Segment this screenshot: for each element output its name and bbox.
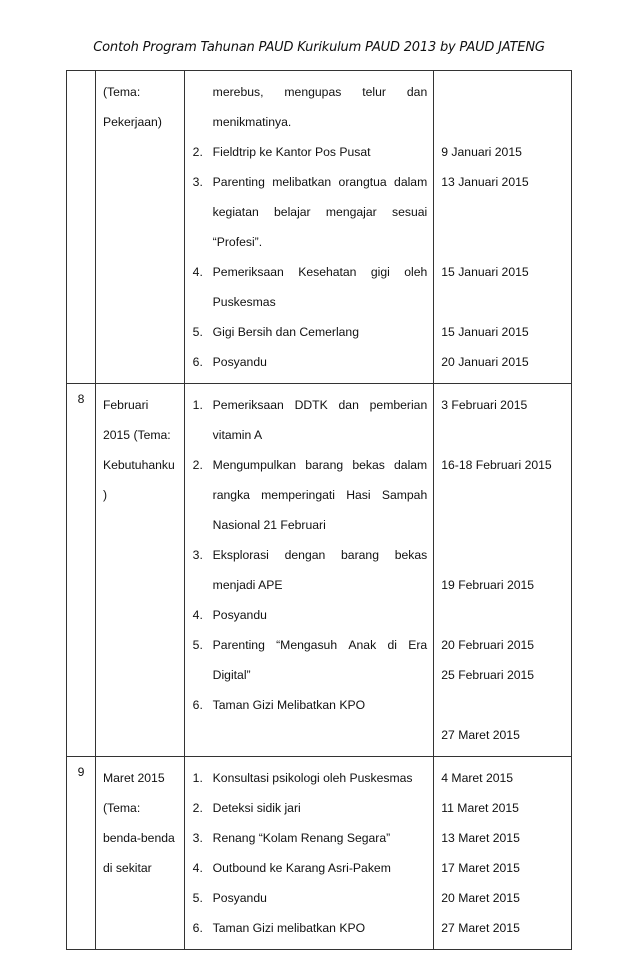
activity-line [213, 480, 428, 510]
activity-word: Fieldtrip ke Kantor Pos Pusat [212, 145, 371, 159]
activity-list [185, 757, 434, 949]
activity-number: 3. [192, 831, 203, 845]
activity-line [213, 257, 428, 287]
activity-text [213, 317, 428, 347]
activity-word: Eksplorasi [212, 548, 269, 562]
date-entry: 20 Februari 2015 [441, 638, 535, 652]
date-entry [441, 197, 565, 227]
activity-word: Konsultasi psikologi oleh Puskesmas [212, 771, 413, 785]
activity-item [193, 913, 428, 943]
activity-line [213, 77, 428, 107]
activity-list [185, 71, 434, 383]
activity-text [213, 450, 428, 540]
date-entry: 17 Maret 2015 [441, 861, 520, 875]
activity-number: 6. [192, 921, 203, 935]
activity-word: dan [406, 85, 428, 99]
date-entry: 25 Februari 2015 [441, 668, 535, 682]
activity-line [213, 197, 428, 227]
activities-cell [184, 384, 434, 757]
date-entry [441, 540, 565, 570]
row-number-cell [67, 71, 96, 384]
activity-word: mengajar [325, 205, 377, 219]
month-theme-line: (Tema: [102, 85, 141, 99]
table-row [67, 757, 572, 950]
activity-text [213, 77, 428, 137]
date-entry: 3 Februari 2015 [441, 398, 528, 412]
activities-cell [184, 71, 434, 384]
month-theme-line: Februari [102, 398, 149, 412]
activity-text [213, 540, 428, 600]
month-theme-line: ) [102, 488, 108, 502]
activity-number: 4. [192, 265, 203, 279]
activity-word: Pemeriksaan [212, 265, 284, 279]
activity-word: pemberian [369, 398, 428, 412]
activity-word: bekas [394, 548, 428, 562]
activity-word: gigi [370, 265, 390, 279]
activity-line [213, 450, 428, 480]
date-entry: 20 Maret 2015 [441, 891, 520, 905]
activity-text [213, 600, 428, 630]
activity-word: Gigi Bersih dan Cemerlang [212, 325, 359, 339]
activity-word: belajar [274, 205, 311, 219]
month-theme [96, 757, 184, 889]
date-entry [441, 510, 565, 540]
activity-item [193, 540, 428, 600]
activity-word: Digital” [212, 668, 251, 682]
activity-word: memperingati [261, 488, 335, 502]
activity-text [213, 257, 428, 317]
row-number-cell [67, 384, 96, 757]
row-number: 9 [77, 765, 85, 779]
activity-line [213, 913, 428, 943]
date-entry: 11 Maret 2015 [441, 801, 519, 815]
activity-number: 6. [192, 355, 203, 369]
activity-word: vitamin A [212, 428, 263, 442]
activity-word: Parenting [212, 638, 265, 652]
activity-text [213, 630, 428, 690]
activity-number: 3. [192, 175, 203, 189]
table-row [67, 384, 572, 757]
activity-text [213, 137, 428, 167]
activity-number: 6. [192, 698, 203, 712]
activity-line [213, 137, 428, 167]
activity-number [193, 77, 213, 137]
activity-line [213, 690, 428, 720]
month-theme-cell [95, 71, 184, 384]
activity-word: “Mengasuh [276, 638, 338, 652]
activity-word: Hasi [346, 488, 371, 502]
date-entry [441, 77, 565, 107]
date-list [434, 757, 571, 949]
activity-word: dan [338, 398, 359, 412]
activity-word: Pemeriksaan [212, 398, 284, 412]
activity-word: Parenting [212, 175, 265, 189]
activity-number: 4. [192, 861, 203, 875]
date-entry [441, 107, 565, 137]
date-entry: 13 Maret 2015 [441, 831, 520, 845]
activity-word: Taman Gizi Melibatkan KPO [212, 698, 366, 712]
activity-item [193, 763, 428, 793]
program-table-body [67, 71, 572, 950]
activity-word: “Profesi”. [212, 235, 263, 249]
activity-line [213, 390, 428, 420]
date-entry: 27 Maret 2015 [441, 921, 520, 935]
activity-item [193, 450, 428, 540]
activity-text [213, 793, 428, 823]
activity-text [213, 690, 428, 720]
activity-item [193, 317, 428, 347]
date-list [434, 384, 571, 756]
activity-word: dalam [394, 458, 428, 472]
activity-item [193, 823, 428, 853]
activity-word: telur [362, 85, 386, 99]
date-entry: 20 Januari 2015 [441, 355, 529, 369]
date-entry [441, 420, 565, 450]
month-theme-line: (Tema: [102, 801, 141, 815]
activity-item [193, 690, 428, 720]
activity-line [213, 883, 428, 913]
activity-item [193, 137, 428, 167]
activity-item [193, 630, 428, 690]
activity-word: bekas [352, 458, 385, 472]
date-entry: 27 Maret 2015 [441, 728, 520, 742]
month-theme-cell [95, 384, 184, 757]
activity-word: Deteksi sidik jari [212, 801, 301, 815]
activity-word: Renang “Kolam Renang Segara” [212, 831, 391, 845]
activity-text [213, 883, 428, 913]
activity-word: Sampah [381, 488, 428, 502]
activity-line [213, 540, 428, 570]
date-entry: 4 Maret 2015 [441, 771, 514, 785]
activity-word: Puskesmas [212, 295, 276, 309]
dates-cell [434, 384, 572, 757]
activity-word: Era [408, 638, 428, 652]
activity-word: merebus, [212, 85, 264, 99]
activity-number: 4. [192, 608, 203, 622]
activity-word: Nasional 21 Februari [212, 518, 326, 532]
date-entry [441, 600, 565, 630]
activity-word: dalam [394, 175, 428, 189]
date-entry: 9 Januari 2015 [441, 145, 522, 159]
date-entry: 13 Januari 2015 [441, 175, 529, 189]
activity-text [213, 913, 428, 943]
activity-word: kegiatan [212, 205, 259, 219]
activity-item [193, 390, 428, 450]
activity-word: di [387, 638, 397, 652]
activity-word: Taman Gizi melibatkan KPO [212, 921, 366, 935]
activity-word: menjadi APE [212, 578, 283, 592]
date-entry: 19 Februari 2015 [441, 578, 535, 592]
activity-number: 2. [192, 801, 203, 815]
activity-word: Mengumpulkan [212, 458, 297, 472]
activity-number: 3. [192, 548, 203, 562]
month-theme-line: di sekitar [102, 861, 152, 875]
activity-number: 2. [192, 145, 203, 159]
month-theme-line: benda-benda [102, 831, 175, 845]
program-table [66, 70, 572, 950]
activity-line [213, 287, 428, 317]
activity-line [213, 107, 428, 137]
activity-line [213, 630, 428, 660]
activity-word: Anak [348, 638, 377, 652]
activity-item [193, 853, 428, 883]
activity-number: 1. [192, 398, 203, 412]
activity-line [213, 420, 428, 450]
activity-text [213, 823, 428, 853]
activity-word: rangka [212, 488, 250, 502]
activity-word: Kesehatan [298, 265, 357, 279]
activity-number: 2. [192, 458, 203, 472]
activities-cell [184, 757, 434, 950]
date-entry [441, 227, 565, 257]
date-entry: 16-18 Februari 2015 [441, 458, 552, 472]
activity-text [213, 347, 428, 377]
activity-word: orangtua [338, 175, 387, 189]
row-number: 8 [77, 392, 85, 406]
activity-line [213, 793, 428, 823]
activity-word: oleh [404, 265, 428, 279]
activity-text [213, 167, 428, 257]
activity-item [193, 167, 428, 257]
activity-line [213, 853, 428, 883]
date-entry: 15 Januari 2015 [441, 325, 529, 339]
activity-item [193, 883, 428, 913]
activity-number: 1. [192, 771, 203, 785]
activity-item [193, 257, 428, 317]
activity-word: barang [305, 458, 344, 472]
month-theme [96, 384, 184, 516]
activity-line [213, 317, 428, 347]
row-number-cell [67, 757, 96, 950]
activity-text [213, 853, 428, 883]
activity-word: sesuai [392, 205, 428, 219]
activity-word: Posyandu [212, 891, 267, 905]
activity-item [193, 347, 428, 377]
date-list [434, 71, 571, 383]
activity-line [213, 763, 428, 793]
row-number [67, 71, 95, 83]
date-entry: 15 Januari 2015 [441, 265, 529, 279]
month-theme-line: 2015 (Tema: [102, 428, 171, 442]
activity-number: 5. [192, 325, 203, 339]
table-row [67, 71, 572, 384]
activity-text [213, 763, 428, 793]
month-theme-line: Kebutuhanku [102, 458, 175, 472]
month-theme [96, 71, 184, 143]
activity-text [213, 390, 428, 450]
activity-line [213, 823, 428, 853]
activity-line [213, 227, 428, 257]
activity-word: barang [341, 548, 379, 562]
month-theme-line: Maret 2015 [102, 771, 165, 785]
activity-line [213, 510, 428, 540]
activity-item [193, 793, 428, 823]
activity-word: menikmatinya. [212, 115, 292, 129]
activity-word: DDTK [294, 398, 328, 412]
activity-line [213, 570, 428, 600]
month-theme-line: Pekerjaan) [102, 115, 162, 129]
date-entry [441, 690, 565, 720]
date-entry [441, 480, 565, 510]
activity-line [213, 347, 428, 377]
page-header: Contoh Program Tahunan PAUD Kurikulum PAUD 2013 by PAUD JATENG [93, 40, 545, 55]
dates-cell [434, 757, 572, 950]
date-entry [441, 287, 565, 317]
activity-word: dengan [284, 548, 326, 562]
activity-item [193, 600, 428, 630]
activity-line [213, 600, 428, 630]
activity-number: 5. [192, 891, 203, 905]
activity-line [213, 167, 428, 197]
activity-word: Posyandu [212, 608, 267, 622]
activity-word: Posyandu [212, 355, 267, 369]
activity-line [213, 660, 428, 690]
activity-list [185, 384, 434, 726]
activity-word: melibatkan [272, 175, 332, 189]
activity-word: mengupas [284, 85, 342, 99]
activity-number: 5. [192, 638, 203, 652]
activity-word: Outbound ke Karang Asri-Pakem [212, 861, 391, 875]
dates-cell [434, 71, 572, 384]
month-theme-cell [95, 757, 184, 950]
activity-item [193, 77, 428, 137]
